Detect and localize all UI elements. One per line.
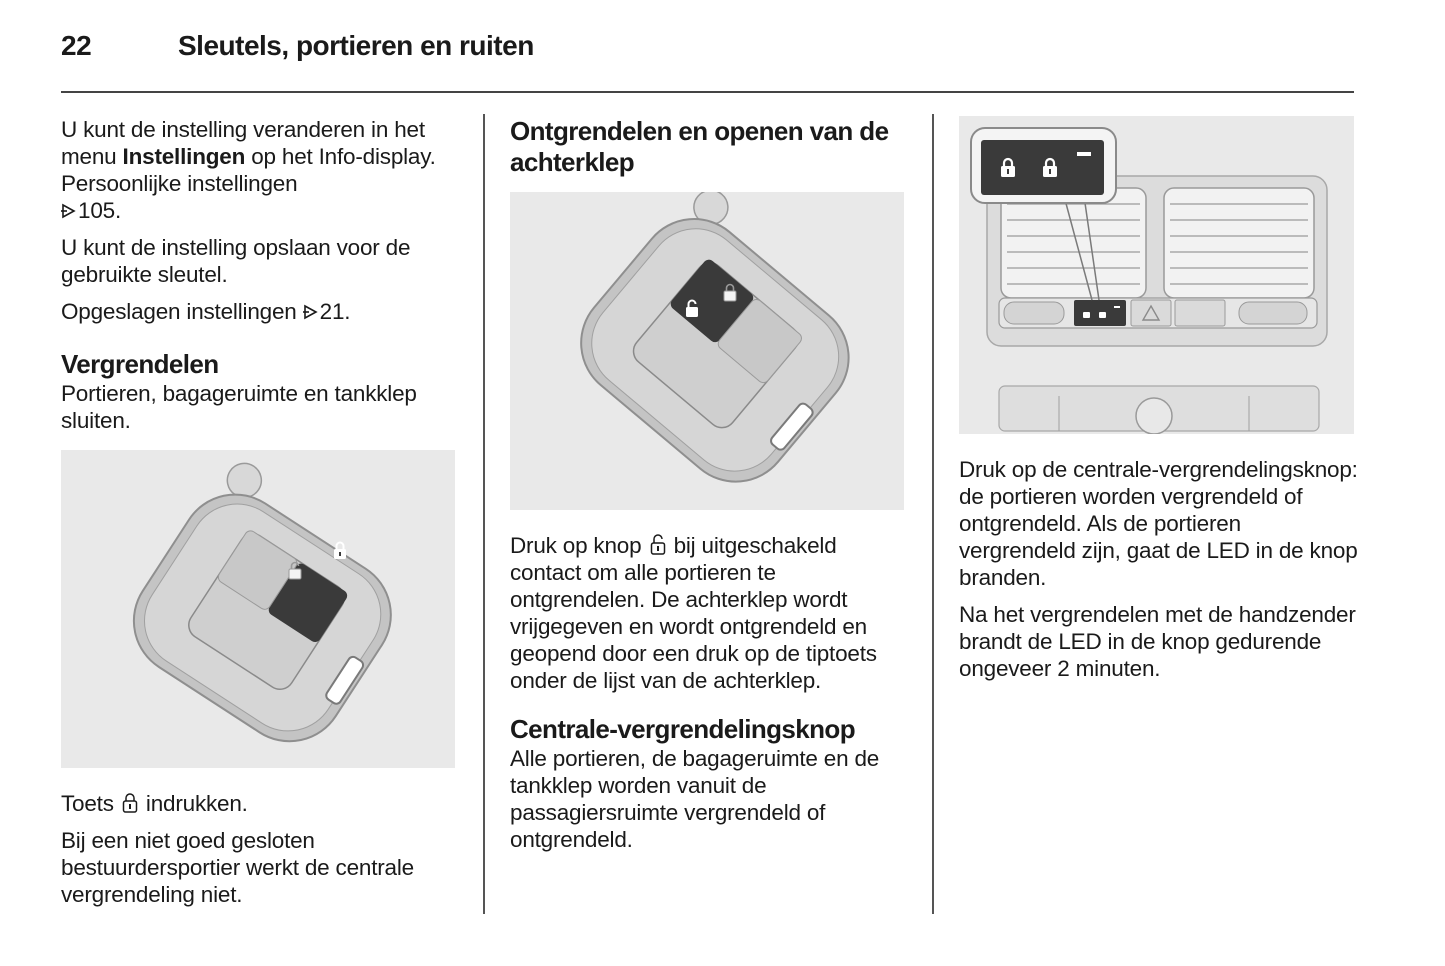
arrow-ref-icon — [61, 203, 76, 219]
menu-name-instellingen: Instellingen — [122, 144, 246, 169]
paragraph-text: indrukken. — [145, 791, 248, 816]
section-heading-tailgate: Ontgrendelen en openen van de achterklep — [510, 116, 889, 177]
paragraph-central-button: Druk op de centrale-vergrendelingsknop: de portieren worden vergrendeld of ontgrendeld. Als de portieren vergrendeld zijn, gaat de LED in de knop branden. — [959, 457, 1358, 590]
paragraph-stored — [61, 298, 461, 325]
column-1 — [61, 116, 461, 918]
dashboard-lock-button-image — [959, 116, 1354, 434]
paragraph-text: Druk op knop — [510, 533, 642, 558]
led-indicator — [1077, 152, 1091, 156]
paragraph-driver-door: Bij een niet goed gesloten bestuurdersportier werkt de centrale vergrendeling niet. — [61, 828, 414, 907]
column-2 — [510, 116, 910, 863]
page-number: 22 — [61, 30, 92, 61]
page-title: Sleutels, portieren en ruiten — [178, 30, 534, 61]
unlock-icon — [650, 534, 666, 556]
section-heading-central-lock: Centrale-vergrendelingsknop — [510, 714, 855, 744]
paragraph-text: Toets — [61, 791, 114, 816]
key-fob-unlock-image — [510, 192, 904, 510]
paragraph-led: Na het vergrendelen met de handzender brandt de LED in de knop gedurende ongeveer 2 minuten. — [959, 602, 1356, 681]
page-reference[interactable]: 21. — [319, 299, 351, 324]
paragraph-unlock — [510, 532, 910, 694]
paragraph-text: op het Info-display. Persoonlijke instellingen — [61, 144, 436, 196]
paragraph-lock: Portieren, bagageruimte en tankklep sluiten. — [61, 381, 417, 433]
header-divider — [61, 91, 1354, 93]
paragraph-text: Opgeslagen instellingen — [61, 299, 297, 324]
paragraph-central-lock: Alle portieren, de bagageruimte en de tankklep worden vanuit de passagiersruimte vergrendeld of ontgrendeld. — [510, 746, 880, 852]
column-3 — [959, 116, 1359, 692]
paragraph-text: bij uitgeschakeld contact om alle portieren te ontgrendelen. De achterklep wordt vrijgegeven en wordt ontgrendeld en geopend door een druk op de tiptoets onder de lijst van de achterklep. — [510, 533, 877, 693]
paragraph-text: U kunt de instelling veranderen in het menu — [61, 117, 425, 169]
column-divider-1 — [483, 114, 485, 914]
paragraph-settings — [61, 116, 461, 224]
key-fob-lock-image — [61, 450, 455, 768]
lock-icon — [122, 792, 138, 814]
paragraph-press-lock — [61, 790, 461, 817]
column-divider-2 — [932, 114, 934, 914]
arrow-ref-icon — [303, 304, 318, 320]
section-heading-vergrendelen: Vergrendelen — [61, 349, 219, 379]
paragraph-save: U kunt de instelling opslaan voor de gebruikte sleutel. — [61, 235, 411, 287]
page-reference[interactable]: 105. — [78, 198, 121, 223]
